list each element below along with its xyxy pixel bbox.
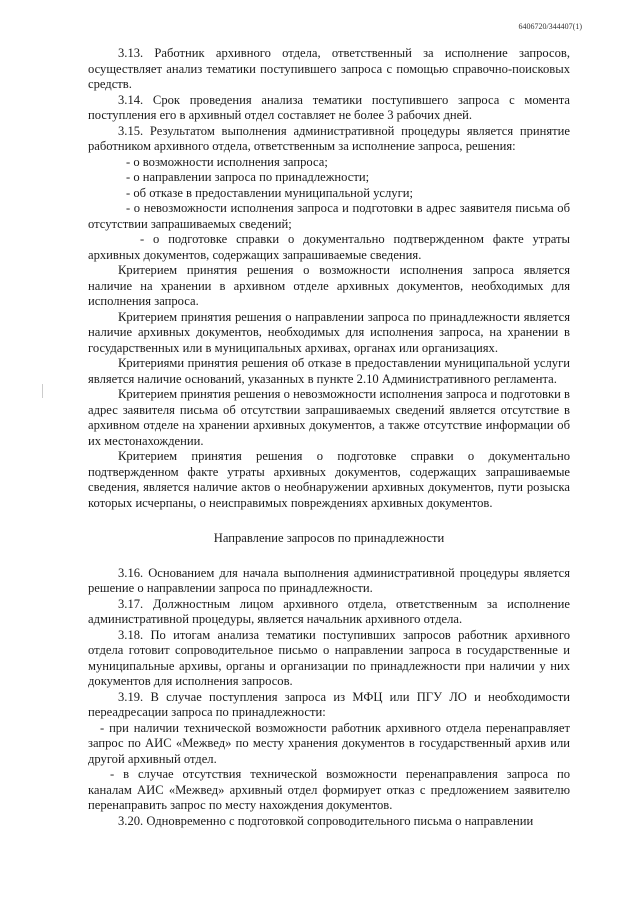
paragraph: - в случае отсутствия технической возможности перенаправления запроса по каналам АИС «Межвед» архивный отдел формирует отказ с предложением заявителю перенаправить запрос по месту нахождения документов. [88, 767, 570, 812]
paragraph: 3.18. По итогам анализа тематики поступивших запросов работник архивного отдела готовит сопроводительное письмо о направлении запроса в государственные и муниципальные архивы, органы и организации по принадлежности при наличии у них документов для исполнения запросов. [88, 627, 570, 688]
paragraph: Критериями принятия решения об отказе в предоставлении муниципальной услуги является наличие оснований, указанных в пункте 2.10 Административного регламента. [88, 356, 570, 386]
paragraph: Критерием принятия решения о подготовке справки о документально подтвержденном факте утраты архивных документов, содержащих запрашиваемые сведения, является наличие актов о необнаружении архивных документов, пути розыска которых исчерпаны, о неисправимых повреждениях архивных документов. [88, 449, 570, 510]
margin-mark [42, 384, 43, 398]
paragraph: 3.19. В случае поступления запроса из МФЦ или ПГУ ЛО и необходимости переадресации запроса по принадлежности: [88, 689, 570, 719]
paragraph: Критерием принятия решения о невозможности исполнения запроса и подготовки в адрес заявителя письма об отсутствии запрашиваемых сведений является отсутствие в архивном отделе на хранении архивных документов, а также отсутствие информации об их местонахождении. [88, 387, 570, 448]
paragraph: 3.14. Срок проведения анализа тематики поступившего запроса с момента поступления его в архивный отдел составляет не более 3 рабочих дней. [88, 92, 570, 122]
paragraph: - при наличии технической возможности работник архивного отдела перенаправляет запрос по АИС «Межвед» по месту хранения документов в государственный архив или другой архивный отдел. [88, 720, 570, 766]
paragraph: Критерием принятия решения о возможности исполнения запроса является наличие на хранении в архивном отделе архивных документов, необходимых для исполнения запроса. [88, 263, 570, 308]
paragraph: 3.17. Должностным лицом архивного отдела, ответственным за исполнение административной процедуры, является начальник архивного отдела. [88, 596, 570, 626]
paragraphs-bottom [88, 566, 570, 830]
paragraph: 3.20. Одновременно с подготовкой сопроводительного письма о направлении [118, 813, 534, 828]
paragraph: - о подготовке справки о документально подтвержденном факте утраты архивных документов, содержащих запрашиваемые сведения. [88, 232, 570, 262]
document-id: 6406720/344407(1) [518, 22, 582, 31]
paragraph: - о невозможности исполнения запроса и подготовки в адрес заявителя письма об отсутствии запрашиваемых сведений; [88, 201, 570, 231]
paragraph: - об отказе в предоставлении муниципальной услуги; [126, 185, 413, 200]
paragraph: 3.13. Работник архивного отдела, ответственный за исполнение запросов, осуществляет анализ тематики поступившего запроса с помощью справочно-поисковых средств. [88, 46, 570, 91]
paragraph: - о направлении запроса по принадлежности; [126, 170, 370, 184]
paragraph: 3.15. Результатом выполнения административной процедуры является принятие работником архивного отдела, ответственным за исполнение запроса, решения: [88, 123, 570, 153]
paragraph: - о возможности исполнения запроса; [126, 154, 328, 169]
paragraph: Критерием принятия решения о направлении запроса по принадлежности является наличие архивных документов, необходимых для исполнения запроса, на хранении в государственных или в муниципальных архивах, органах или организациях. [88, 309, 570, 355]
document-body [88, 46, 570, 829]
paragraphs-top [88, 46, 570, 511]
paragraph: 3.16. Основанием для начала выполнения административной процедуры является решение о направлении запроса по принадлежности. [88, 565, 570, 595]
section-heading: Направление запросов по принадлежности [213, 531, 445, 545]
